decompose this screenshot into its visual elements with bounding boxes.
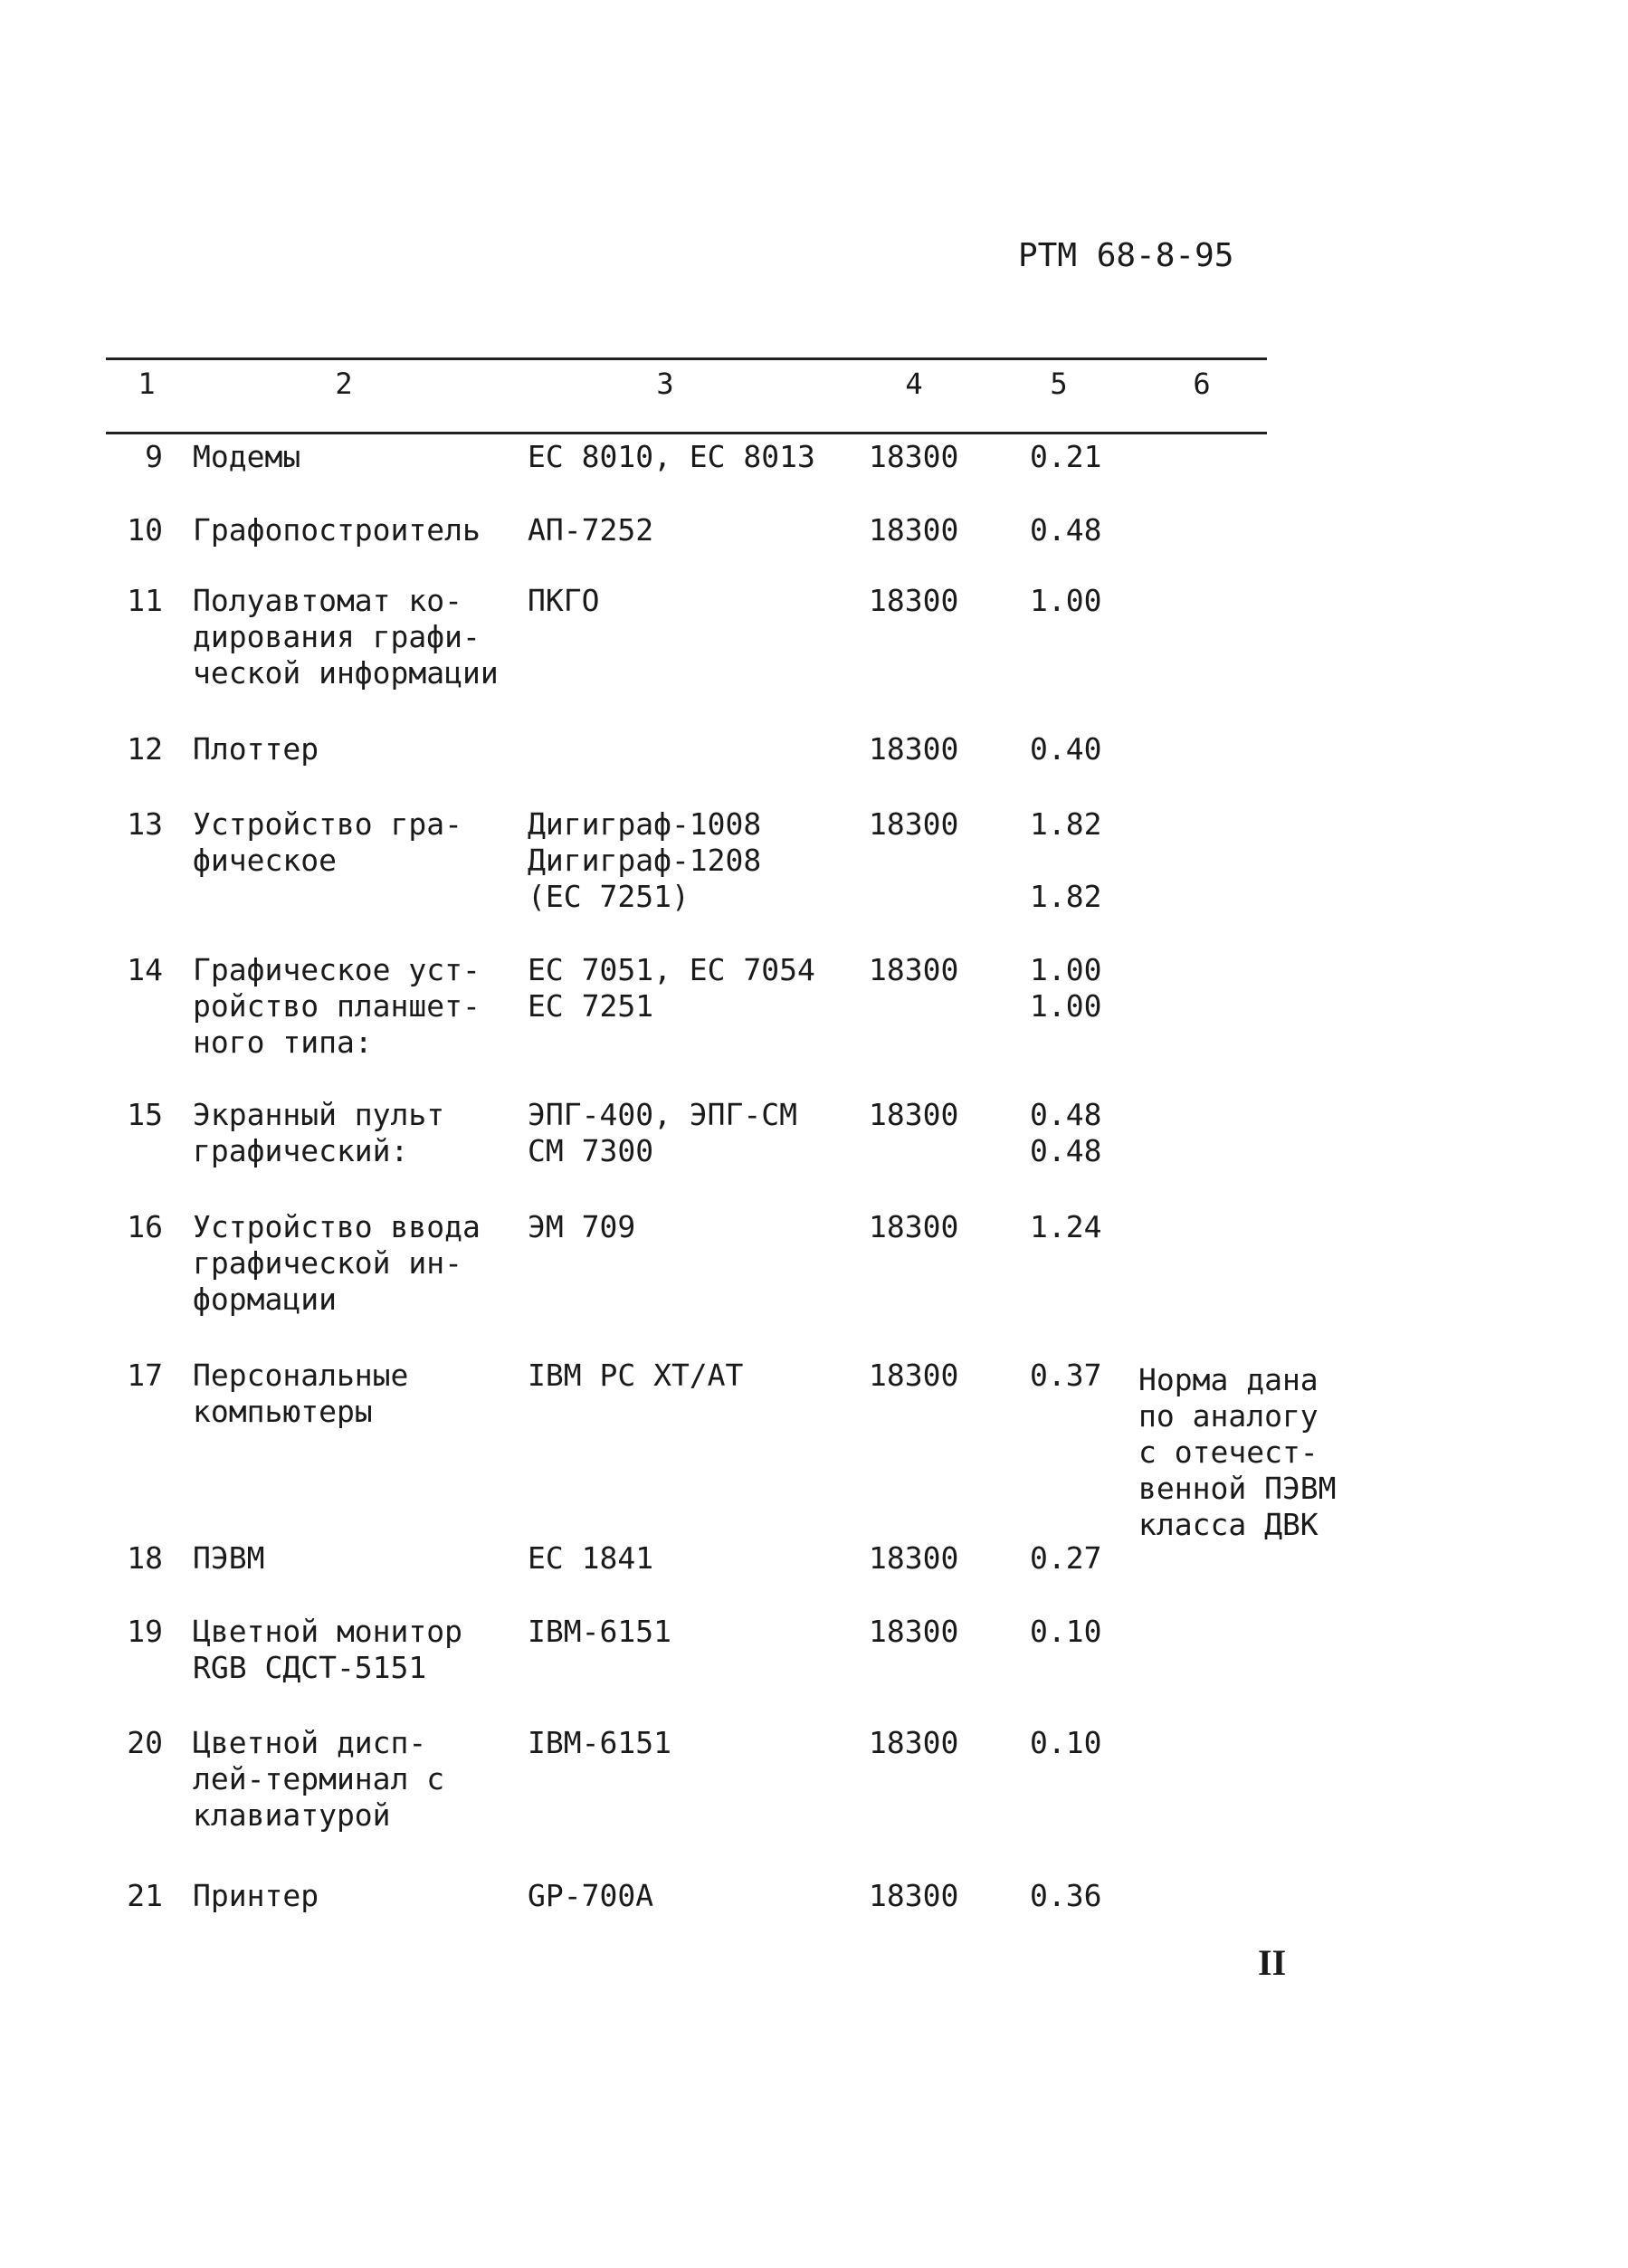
column-header-5: 5 xyxy=(1050,367,1068,401)
table-top-rule xyxy=(106,357,1267,360)
device-name: Персональные компьютеры xyxy=(193,1358,409,1429)
norm-value: 0.27 xyxy=(1030,1540,1102,1576)
device-model: ПКГО xyxy=(528,583,600,618)
norm-value: 0.48 xyxy=(1030,512,1102,548)
device-name: ПЭВМ xyxy=(193,1540,265,1576)
device-model: ЕС 8010, ЕС 8013 xyxy=(528,439,815,474)
page-number: II xyxy=(1258,1942,1287,1983)
row-number: 10 xyxy=(127,512,163,548)
device-model: АП-7252 xyxy=(528,512,654,548)
header-bottom-rule xyxy=(106,432,1267,434)
device-code: 18300 xyxy=(869,731,959,767)
device-name: Графопостроитель xyxy=(193,512,481,548)
document-code: РТМ 68-8-95 xyxy=(1018,237,1234,274)
row-number: 19 xyxy=(127,1614,163,1649)
device-name: Полуавтомат ко- дирования графи- ческой информации xyxy=(193,583,499,691)
norm-value: 0.48 0.48 xyxy=(1030,1097,1102,1168)
norm-value: 0.10 xyxy=(1030,1725,1102,1760)
row-number: 17 xyxy=(127,1358,163,1393)
norm-value: 1.82 1.82 xyxy=(1030,806,1102,914)
row-number: 9 xyxy=(145,439,163,474)
device-model: IBM-6151 xyxy=(528,1614,671,1649)
norm-value: 0.37 xyxy=(1030,1358,1102,1393)
device-code: 18300 xyxy=(869,806,959,842)
device-name: Экранный пульт графический: xyxy=(193,1097,445,1168)
norm-value: 1.24 xyxy=(1030,1209,1102,1244)
device-name: Устройство ввода графической ин- формации xyxy=(193,1209,481,1317)
device-name: Графическое уст- ройство планшет- ного типа: xyxy=(193,952,481,1060)
row-number: 14 xyxy=(127,952,163,987)
column-header-3: 3 xyxy=(656,367,674,401)
device-model: ЭМ 709 xyxy=(528,1209,636,1244)
row-number: 18 xyxy=(127,1540,163,1576)
column-header-2: 2 xyxy=(335,367,353,401)
device-name: Принтер xyxy=(193,1878,319,1913)
device-name: Плоттер xyxy=(193,731,319,767)
row-number: 21 xyxy=(127,1878,163,1913)
device-model: IBM PC XT/AT xyxy=(528,1358,744,1393)
device-code: 18300 xyxy=(869,1209,959,1244)
device-model: GP-700A xyxy=(528,1878,654,1913)
device-model: IBM-6151 xyxy=(528,1725,671,1760)
device-name: Цветной монитор RGB СДСТ-5151 xyxy=(193,1614,463,1685)
norm-value: 0.36 xyxy=(1030,1878,1102,1913)
row-number: 15 xyxy=(127,1097,163,1132)
device-model: Дигиграф-1008 Дигиграф-1208 (ЕС 7251) xyxy=(528,806,762,914)
device-name: Устройство гра- фическое xyxy=(193,806,463,878)
device-model: ЕС 7051, ЕС 7054 ЕС 7251 xyxy=(528,952,815,1024)
device-code: 18300 xyxy=(869,512,959,548)
norm-value: 0.40 xyxy=(1030,731,1102,767)
row-number: 11 xyxy=(127,583,163,618)
row-number: 16 xyxy=(127,1209,163,1244)
note: Норма дана по аналогу с отечест- венной ПЭВМ класса ДВК xyxy=(1138,1362,1337,1542)
norm-value: 1.00 1.00 xyxy=(1030,952,1102,1024)
row-number: 20 xyxy=(127,1725,163,1760)
device-code: 18300 xyxy=(869,1097,959,1132)
device-name: Цветной дисп- лей-терминал с клавиатурой xyxy=(193,1725,445,1833)
column-header-6: 6 xyxy=(1193,367,1211,401)
device-code: 18300 xyxy=(869,1358,959,1393)
device-model: ЭПГ-400, ЭПГ-СМ СМ 7300 xyxy=(528,1097,798,1168)
norm-value: 0.10 xyxy=(1030,1614,1102,1649)
norm-value: 1.00 xyxy=(1030,583,1102,618)
column-header-4: 4 xyxy=(905,367,923,401)
device-code: 18300 xyxy=(869,1540,959,1576)
device-code: 18300 xyxy=(869,952,959,987)
device-code: 18300 xyxy=(869,439,959,474)
device-code: 18300 xyxy=(869,1614,959,1649)
device-code: 18300 xyxy=(869,1725,959,1760)
device-model: ЕС 1841 xyxy=(528,1540,654,1576)
row-number: 13 xyxy=(127,806,163,842)
norm-value: 0.21 xyxy=(1030,439,1102,474)
device-name: Модемы xyxy=(193,439,301,474)
column-header-1: 1 xyxy=(138,367,156,401)
device-code: 18300 xyxy=(869,1878,959,1913)
row-number: 12 xyxy=(127,731,163,767)
device-code: 18300 xyxy=(869,583,959,618)
